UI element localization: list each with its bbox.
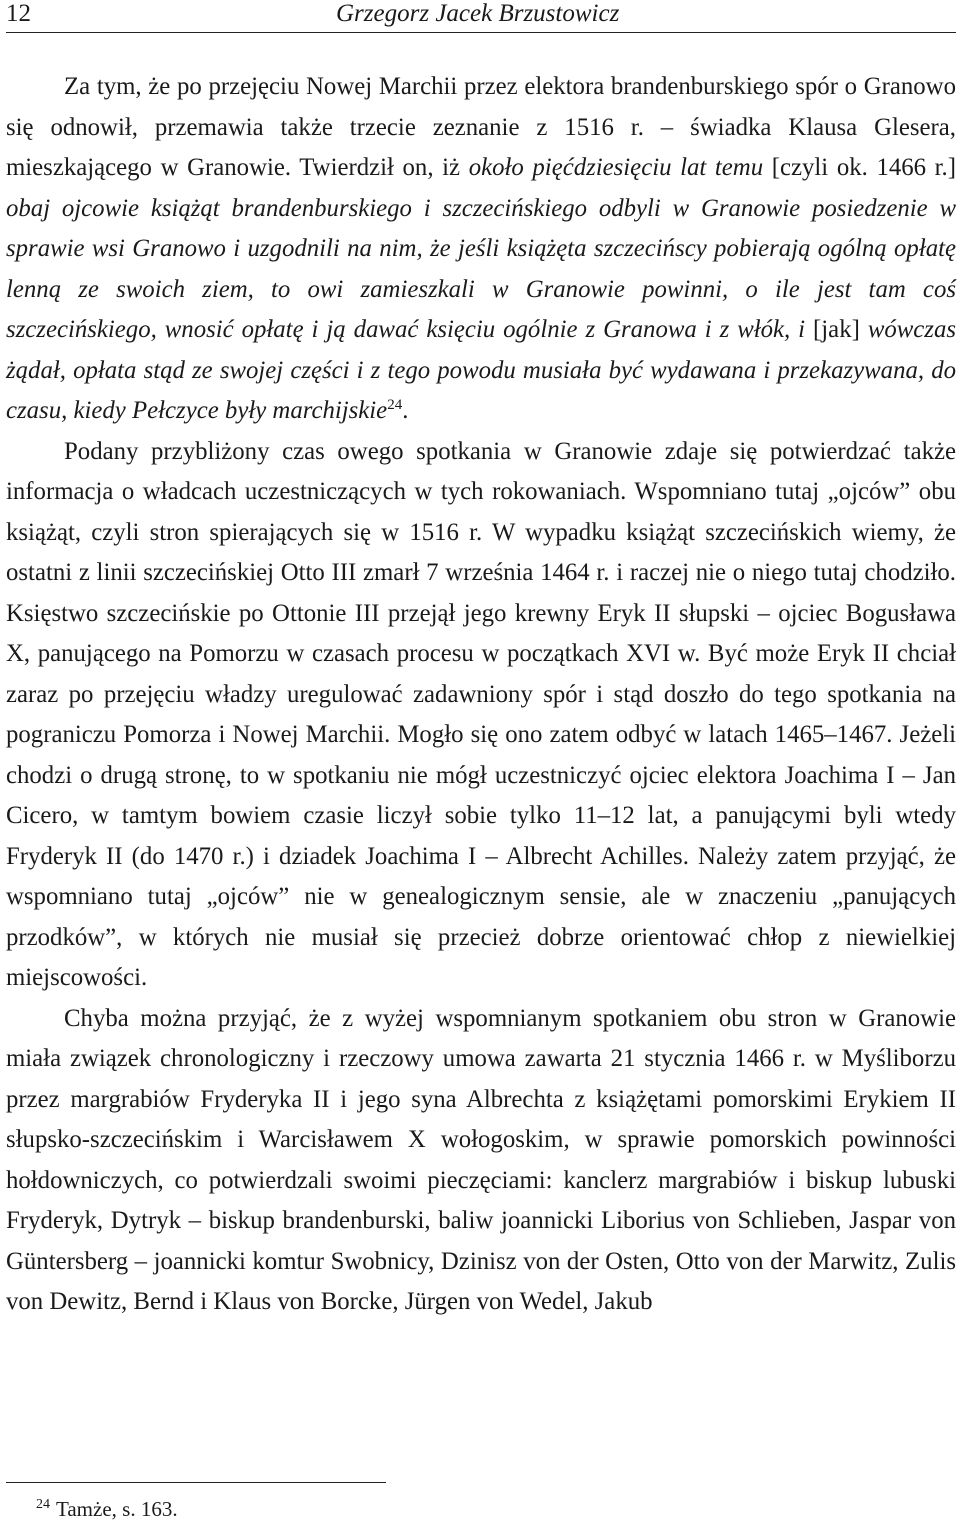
quote-italic-1: około pięćdziesięciu lat temu bbox=[468, 154, 764, 181]
paragraph-1-end: . bbox=[402, 397, 409, 424]
footnote-number: 24 bbox=[36, 1497, 50, 1512]
page-header bbox=[6, 0, 956, 33]
paragraph-1 bbox=[6, 67, 956, 432]
running-head: Grzegorz Jacek Brzustowicz bbox=[336, 0, 620, 27]
paragraph-2: Podany przybliżony czas owego spotkania w Granowie zdaje się potwierdzać także informacja o władcach uczestniczących w tych rokowaniach. Wspomniano tutaj „ojców” obu książąt, czyli stron spierających się w 1516 r. W wypadku książąt szczecińskich wiemy, że ostatni z linii szczecińskiej Otto III zmarł 7 września 1464 r. i raczej nie o niego tutaj chodziło. Księstwo szczecińskie po Ottonie III przejął jego krewny Eryk II słupski – ojciec Bogusława X, panującego na Pomorzu w czasach procesu w początkach XVI w. Być może Eryk II chciał zaraz po przejęciu władzy uregulować zadawniony spór i stąd doszło do tego spotkania na pograniczu Pomorza i Nowej Marchii. Mogło się ono zatem odbyć w latach 1465–1467. Jeżeli chodzi o drugą stronę, to w spotkaniu nie mógł uczestniczyć ojciec elektora Joachima I – Jan Cicero, w tamtym bowiem czasie liczył sobie tylko 11–12 lat, a panującymi byli wtedy Fryderyk II (do 1470 r.) i dziadek Joachima I – Albrecht Achilles. Należy zatem przyjąć, że wspomniano tutaj „ojców” nie w genealogicznym sensie, ale w znaczeniu „panujących przodków”, w których nie musiał się przecież dobrze orientować chłop z niewielkiej miejscowości. bbox=[6, 437, 956, 991]
body-text bbox=[6, 67, 956, 1323]
paragraph-1-intro: Za tym, że po przejęciu Nowej Marchii przez elektora brandenburskiego spór o Granowo się odnowił, przemawia także trzecie zeznanie z 1516 r. – świadka Klausa Glesera, mieszkającego w Granowie. Twierdził on, iż bbox=[6, 73, 956, 181]
footnote-ref[interactable]: 24 bbox=[387, 397, 403, 413]
footnote-separator bbox=[6, 1482, 386, 1483]
page-number: 12 bbox=[6, 0, 31, 27]
quote-italic-3: wówczas żądał, opłata stąd ze swojej części i z tego powodu musiała być wydawana i przekazywana, do czasu, kiedy Pełczyce były marchijskie bbox=[6, 316, 956, 424]
quote-italic-2: obaj ojcowie książąt brandenburskiego i szczecińskiego odbyli w Granowie posiedzenie w sprawie wsi Granowo i uzgodnili na nim, że jeśli książęta szczecińscy pobierają ogólną opłatę lenną ze swoich ziem, to owi zamieszkali w Granowie powinni, o ile jest tam coś szczecińskiego, wnosić opłatę i ją dawać księciu ogólnie z Granowa i z włók, i bbox=[6, 194, 956, 343]
paragraph-3: Chyba można przyjąć, że z wyżej wspomnianym spotkaniem obu stron w Granowie miała związek chronologiczny i rzeczowy umowa zawarta 21 stycznia 1466 r. w Myśliborzu przez margrabiów Fryderyka II i jego syna Albrechta z książętami pomorskimi Erykiem II słupsko-szczecińskim i Warcisławem X wołogoskim, w sprawie pomorskich powinności hołdowniczych, co potwierdzali swoimi pieczęciami: kanclerz margrabiów i biskup lubuski Fryderyk, Dytryk – biskup brandenburski, baliw joannicki Liborius von Schlieben, Jaspar von Güntersberg – joannicki komtur Swobnicy, Dzinisz von der Osten, Otto von der Marwitz, Zulis von Dewitz, Bernd i Klaus von Borcke, Jürgen von Wedel, Jakub bbox=[6, 1004, 956, 1315]
bracket-insertion: [czyli ok. 1466 r.] bbox=[763, 154, 957, 181]
bracket-jak: [jak] bbox=[805, 316, 868, 343]
footnote bbox=[36, 1496, 178, 1522]
footnote-text: Tamże, s. 163. bbox=[56, 1497, 178, 1521]
